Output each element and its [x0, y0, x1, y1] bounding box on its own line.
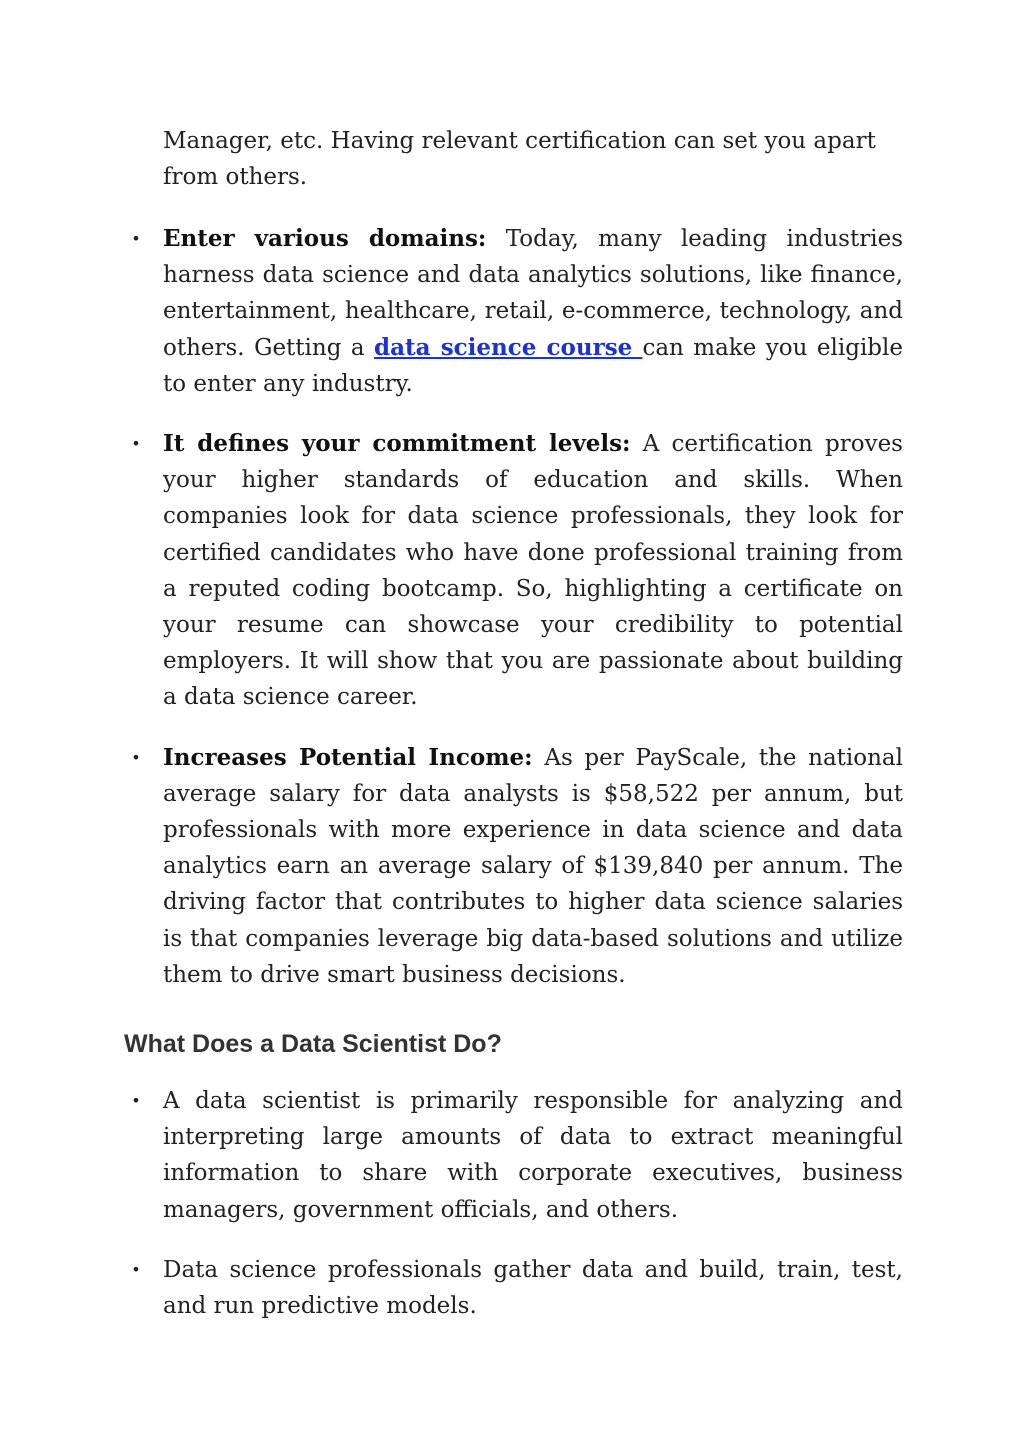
list-item-lead: Enter various domains:: [163, 225, 487, 252]
list-item-text-after-link: can make you eligible to enter any industry.: [163, 334, 903, 397]
bullet-dot: •: [131, 434, 141, 454]
list-item-lead: It defines your commitment levels:: [163, 430, 631, 458]
list-item-commitment-levels: [131, 426, 903, 716]
data-scientist-duties-list: [131, 1083, 903, 1324]
section-heading: What Does a Data Scientist Do?: [124, 1030, 502, 1058]
bullet-dot: •: [131, 1259, 141, 1279]
list-item-duty: [131, 1252, 903, 1324]
list-item-text: A certification proves your higher standards of education and skills. When companies look for data science professionals, they look for certified candidates who have done professional training from a reputed coding bootcamp. So, highlighting a certificate on your resume can showcase your credibility to potential employers. It will show that you are passionate about building a data science career.: [163, 431, 903, 711]
list-item-enter-domains: [131, 221, 903, 402]
list-item-lead: Increases Potential Income:: [163, 743, 533, 771]
bullet-dot: •: [131, 229, 141, 248]
list-item-text: As per PayScale, the national average salary for data analysts is $58,522 per annum, but professionals with more experience in data science and data analytics earn an average salary of $139,840 per annum. The driving factor that contributes to higher data science salaries is that companies leverage big data-based solutions and utilize them to drive smart business decisions.: [163, 744, 903, 988]
bullet-dot: •: [131, 1091, 141, 1110]
list-item-text: Today, many leading industries harness data science and data analytics solutions, like finance, entertainment, healthcare, retail, e-commerce, technology, and others. Getting a: [163, 226, 903, 361]
bullet-dot: •: [131, 747, 141, 767]
list-item-duty: [131, 1083, 903, 1228]
intro-continuation-paragraph: Manager, etc. Having relevant certification can set you apart from others.: [163, 128, 876, 191]
list-item-text: Data science professionals gather data and build, train, test, and run predictive models.: [163, 1256, 903, 1320]
list-item-potential-income: [131, 740, 903, 993]
data-science-course-link[interactable]: data science course: [374, 333, 643, 361]
benefits-list: [131, 221, 903, 993]
list-item-text: A data scientist is primarily responsible for analyzing and interpreting large amounts of data to extract meaningful information to share with corporate executives, business managers, government officials, and others.: [163, 1088, 903, 1223]
